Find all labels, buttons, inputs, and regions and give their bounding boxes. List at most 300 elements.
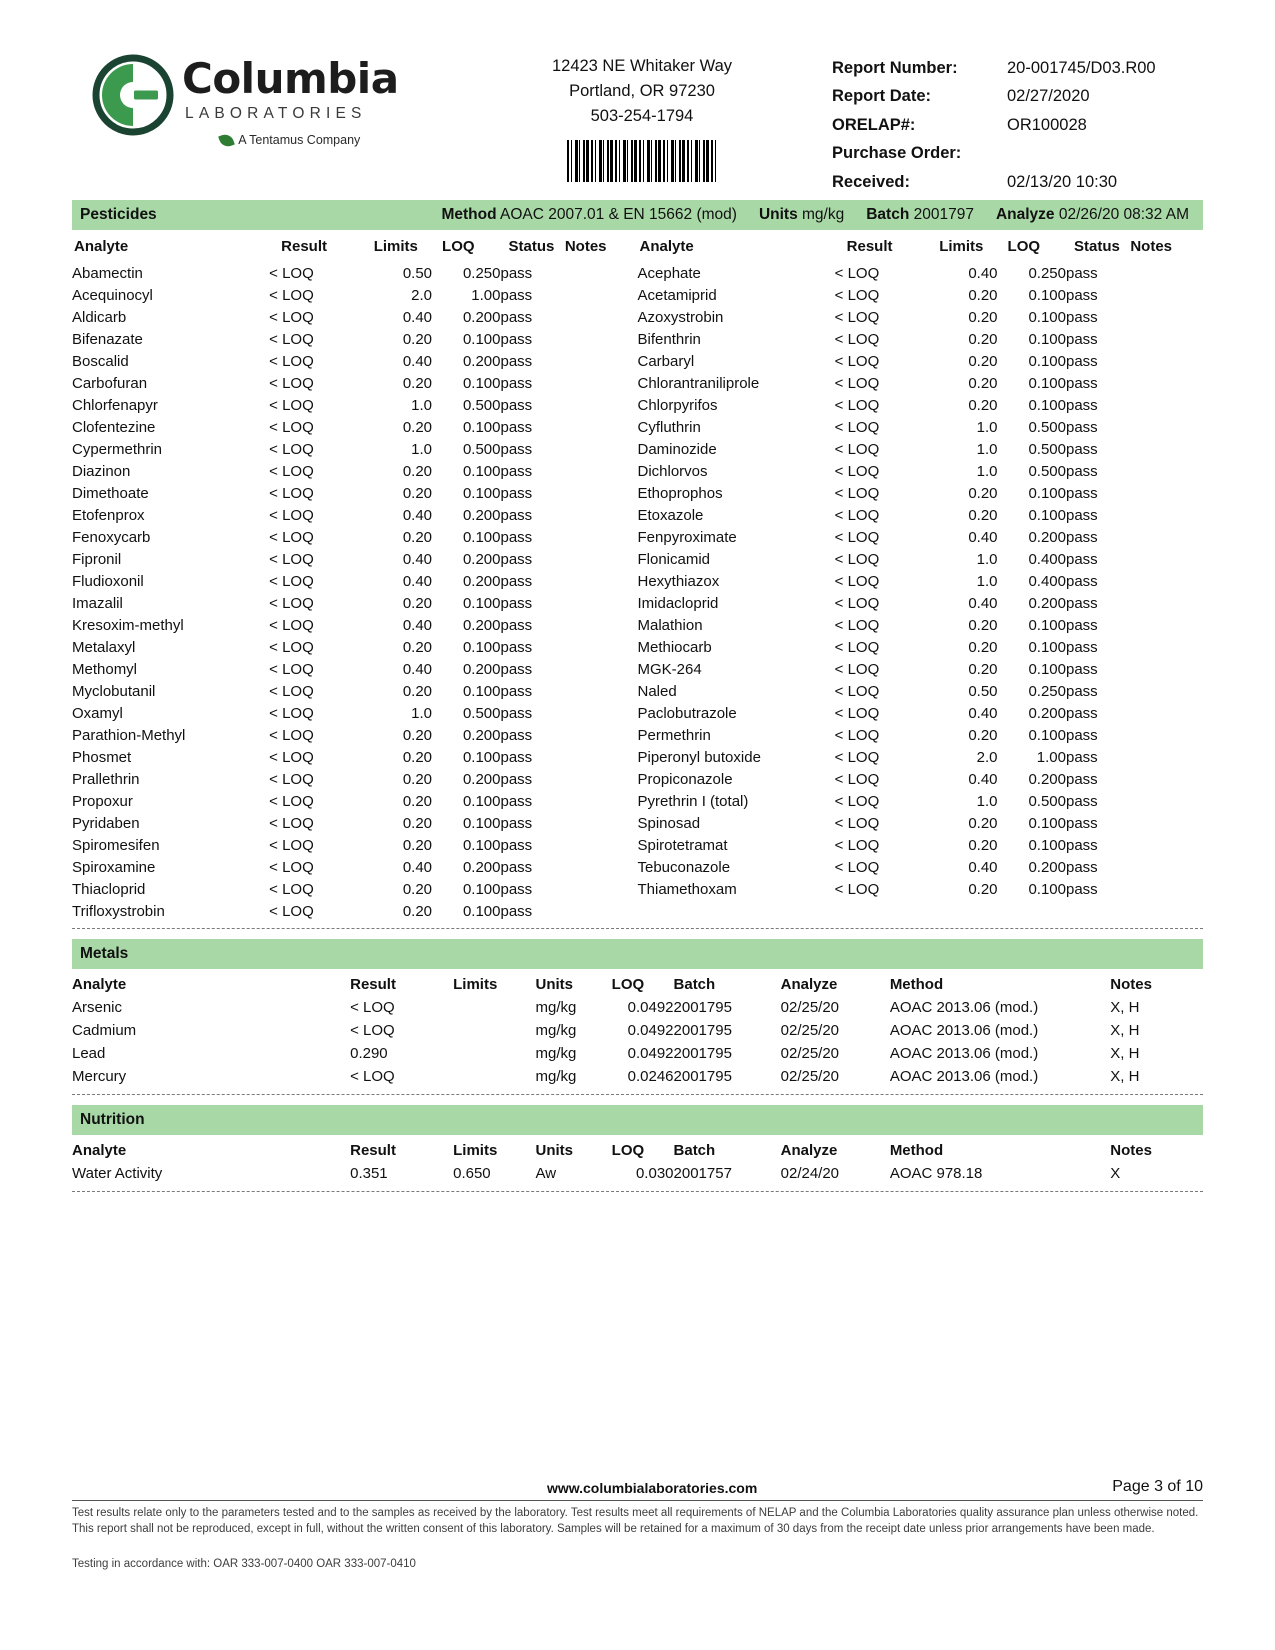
table-row (72, 1065, 1203, 1088)
table-row (638, 262, 1204, 284)
cell-result: < LOQ (834, 264, 880, 282)
cell-status: pass (500, 286, 533, 304)
cell-batch: 2001795 (673, 1068, 732, 1085)
table-row (72, 328, 638, 350)
cell-analyte: Methiocarb (637, 638, 712, 656)
table-row (72, 878, 638, 900)
cell-analyte: Spinosad (637, 814, 701, 832)
cell-notes (565, 460, 638, 482)
cell-limits: 0.50 (968, 682, 998, 700)
cell-notes (565, 834, 638, 856)
cell-analyze: 02/25/20 (780, 1045, 840, 1062)
cell-status: pass (1066, 770, 1098, 788)
cell-limits: 0.650 (453, 1165, 491, 1182)
cell-limits: 0.20 (402, 462, 433, 480)
cell-analyte: Dichlorvos (637, 462, 708, 480)
cell-loq: 0.100 (1028, 660, 1066, 678)
cell-analyte: Metalaxyl (72, 638, 136, 656)
cell-result: < LOQ (269, 594, 314, 612)
cell-status: pass (500, 902, 533, 920)
cell-loq: 0.500 (462, 396, 501, 414)
cell-analyte: Fenoxycarb (72, 528, 151, 546)
cell-limits: 1.0 (976, 440, 998, 458)
cell-analyte: Boscalid (72, 352, 129, 370)
cell-loq: 0.100 (462, 638, 501, 656)
table-row (638, 658, 1204, 680)
pesticides-section-meta (441, 206, 1195, 224)
cell-notes (1130, 834, 1203, 856)
cell-limits: 0.20 (968, 374, 998, 392)
purchase-order-label: Purchase Order: (832, 144, 962, 163)
cell-result: < LOQ (269, 858, 314, 876)
cell-status: pass (1066, 572, 1098, 590)
cell-notes (565, 262, 638, 284)
cell-limits: 0.20 (968, 506, 998, 524)
cell-status: pass (500, 484, 533, 502)
cell-loq: 0.0492 (627, 999, 674, 1016)
cell-limits: 1.0 (411, 704, 433, 722)
cell-limits: 2.0 (976, 748, 998, 766)
cell-notes (565, 878, 638, 900)
col-limits: Limits (373, 238, 418, 255)
cell-notes (1130, 878, 1203, 900)
col-analyze: Analyze (780, 976, 838, 993)
cell-notes (1130, 724, 1203, 746)
cell-method: AOAC 978.18 (889, 1165, 983, 1182)
cell-notes (1130, 372, 1203, 394)
cell-limits (453, 1065, 535, 1088)
cell-analyte: Chlorpyrifos (637, 396, 718, 414)
cell-analyte: Daminozide (637, 440, 717, 458)
cell-notes (1130, 812, 1203, 834)
cell-batch: 2001795 (673, 1045, 732, 1062)
cell-loq: 0.400 (1028, 572, 1066, 590)
cell-loq: 0.100 (1028, 506, 1066, 524)
cell-loq: 0.030 (635, 1165, 674, 1182)
col-units: Units (535, 976, 573, 993)
cell-result: < LOQ (269, 418, 314, 436)
cell-limits: 0.20 (968, 616, 998, 634)
table-row (638, 768, 1204, 790)
cell-result: < LOQ (269, 352, 314, 370)
barcode-image (567, 140, 717, 182)
cell-limits: 0.40 (968, 594, 998, 612)
table-row (638, 746, 1204, 768)
cell-limits: 0.20 (968, 814, 998, 832)
cell-limits: 0.40 (968, 264, 998, 282)
cell-status: pass (500, 660, 533, 678)
cell-status: pass (1066, 704, 1098, 722)
cell-status: pass (500, 638, 533, 656)
table-row (638, 790, 1204, 812)
cell-loq: 0.100 (462, 528, 501, 546)
cell-result: < LOQ (269, 638, 314, 656)
col-limits: Limits (453, 1142, 498, 1159)
cell-limits: 0.40 (402, 308, 433, 326)
table-row (638, 504, 1204, 526)
cell-loq: 0.200 (462, 506, 501, 524)
accordance-text: Testing in accordance with: OAR 333-007-0400 OAR 333-007-0410 (72, 1558, 416, 1570)
table-row (72, 592, 638, 614)
table-row (72, 350, 638, 372)
cell-result: < LOQ (834, 814, 880, 832)
cell-analyte: Paclobutrazole (637, 704, 737, 722)
cell-limits: 0.20 (402, 814, 433, 832)
cell-limits: 0.20 (402, 330, 433, 348)
report-date-label: Report Date: (832, 87, 932, 106)
table-row (72, 658, 638, 680)
cell-limits: 0.40 (402, 506, 433, 524)
cell-analyte: Hexythiazox (637, 572, 720, 590)
table-row (638, 614, 1204, 636)
cell-analyze: 02/25/20 (780, 999, 840, 1016)
company-subname: LABORATORIES (185, 105, 367, 122)
cell-status: pass (500, 352, 533, 370)
cell-analyte: Aldicarb (72, 308, 127, 326)
cell-limits: 0.20 (402, 880, 433, 898)
cell-notes (1130, 394, 1203, 416)
orelap-value: OR100028 (1007, 115, 1087, 134)
cell-loq: 0.200 (462, 616, 501, 634)
cell-notes (565, 636, 638, 658)
table-row (72, 438, 638, 460)
pesticides-batch (866, 206, 974, 224)
cell-loq: 0.100 (462, 484, 501, 502)
table-row (638, 350, 1204, 372)
table-row (72, 1162, 1203, 1185)
cell-analyte: Phosmet (72, 748, 132, 766)
cell-notes (1130, 680, 1203, 702)
cell-notes (1130, 592, 1203, 614)
cell-loq: 0.100 (462, 792, 501, 810)
cell-limits: 1.0 (411, 440, 433, 458)
cell-notes (1130, 306, 1203, 328)
table-row (638, 372, 1204, 394)
cell-result: < LOQ (269, 374, 314, 392)
cell-result: < LOQ (269, 308, 314, 326)
col-result: Result (350, 976, 396, 993)
cell-status: pass (500, 396, 533, 414)
table-row (72, 856, 638, 878)
cell-status: pass (500, 418, 533, 436)
cell-analyte: Tebuconazole (637, 858, 731, 876)
cell-limits: 0.20 (402, 638, 433, 656)
cell-loq: 0.100 (462, 330, 501, 348)
cell-analyte: Acequinocyl (72, 286, 153, 304)
col-loq: LOQ (1007, 238, 1041, 255)
cell-notes (1130, 350, 1203, 372)
cell-loq: 0.0246 (627, 1068, 674, 1085)
cell-result: < LOQ (834, 506, 880, 524)
cell-loq: 0.100 (1028, 814, 1066, 832)
report-number-label: Report Number: (832, 59, 958, 77)
cell-loq: 0.200 (462, 770, 501, 788)
cell-result: < LOQ (350, 1068, 395, 1085)
cell-analyte: Naled (637, 682, 677, 700)
table-row (72, 1019, 1203, 1042)
cell-loq: 0.250 (1028, 264, 1066, 282)
cell-analyte: Arsenic (72, 999, 123, 1016)
cell-status: pass (500, 462, 533, 480)
cell-notes (565, 350, 638, 372)
col-units: Units (535, 1142, 573, 1159)
report-number-value: 20-001745/D03.R00 (1007, 59, 1156, 77)
cell-limits: 0.20 (402, 528, 433, 546)
cell-analyte: Thiacloprid (72, 880, 146, 898)
table-row (638, 592, 1204, 614)
pesticides-section-header (72, 200, 1203, 230)
cell-notes (565, 570, 638, 592)
table-row (72, 1042, 1203, 1065)
cell-notes: X, H (1110, 999, 1140, 1016)
cell-loq: 0.100 (462, 594, 501, 612)
table-row (72, 306, 638, 328)
table-row (72, 812, 638, 834)
cell-status: pass (1066, 682, 1098, 700)
cell-loq: 0.100 (1028, 374, 1066, 392)
page-number: Page 3 of 10 (1112, 1477, 1203, 1495)
table-row (638, 724, 1204, 746)
pesticides-right-table (638, 236, 1204, 900)
cell-result: < LOQ (269, 572, 314, 590)
cell-analyte: Etofenprox (72, 506, 145, 524)
table-row (72, 996, 1203, 1019)
cell-status: pass (500, 726, 533, 744)
cell-status: pass (1066, 396, 1098, 414)
cell-notes (565, 768, 638, 790)
cell-result: < LOQ (269, 748, 314, 766)
cell-limits: 1.0 (976, 792, 998, 810)
lab-address (492, 52, 792, 182)
col-analyte: Analyte (74, 238, 129, 255)
section-divider (72, 1094, 1203, 1095)
cell-notes (1130, 504, 1203, 526)
cell-analyte: Carbaryl (637, 352, 695, 370)
cell-loq: 0.200 (1028, 770, 1066, 788)
table-row (72, 636, 638, 658)
cell-analyte: Propiconazole (637, 770, 733, 788)
cell-status: pass (1066, 858, 1098, 876)
cell-units: mg/kg (535, 999, 577, 1016)
cell-result: < LOQ (269, 836, 314, 854)
cell-result: < LOQ (350, 1022, 395, 1039)
cell-result: < LOQ (269, 880, 314, 898)
pesticides-analyze (996, 206, 1189, 224)
cell-limits: 0.40 (402, 858, 433, 876)
cell-status: pass (500, 528, 533, 546)
cell-loq: 0.200 (462, 550, 501, 568)
cell-status: pass (1066, 418, 1098, 436)
cell-loq: 0.100 (1028, 638, 1066, 656)
cell-result: < LOQ (834, 286, 880, 304)
cell-status: pass (1066, 550, 1098, 568)
pesticides-left-table (72, 236, 638, 922)
address-phone: 503-254-1794 (590, 106, 694, 125)
cell-limits: 0.20 (968, 836, 998, 854)
cell-status: pass (500, 264, 533, 282)
table-header-row (72, 236, 638, 262)
cell-result: < LOQ (834, 748, 880, 766)
cell-result: < LOQ (834, 726, 880, 744)
table-row (638, 460, 1204, 482)
col-batch: Batch (673, 976, 716, 993)
cell-notes (1130, 746, 1203, 768)
cell-notes (565, 790, 638, 812)
table-row (72, 262, 638, 284)
cell-notes: X (1110, 1165, 1121, 1182)
cell-limits: 0.20 (968, 308, 998, 326)
table-row (638, 284, 1204, 306)
meta-row (832, 111, 1203, 139)
cell-result: < LOQ (269, 286, 314, 304)
cell-analyte: Oxamyl (72, 704, 123, 722)
address-line-2: Portland, OR 97230 (569, 81, 715, 100)
cell-notes (565, 702, 638, 724)
cell-result: < LOQ (269, 726, 314, 744)
cell-analyte: Fenpyroximate (637, 528, 737, 546)
cell-status: pass (500, 506, 533, 524)
website-link[interactable]: www.columbialaboratories.com (546, 1479, 758, 1496)
cell-analyte: Pyrethrin I (total) (637, 792, 749, 810)
received-value: 02/13/20 10:30 (1007, 172, 1118, 191)
col-status: Status (1074, 238, 1120, 255)
cell-analyte: Propoxur (72, 792, 133, 810)
cell-status: pass (500, 792, 533, 810)
col-analyte: Analyte (72, 976, 127, 993)
received-label: Received: (832, 172, 910, 191)
pesticides-units-value: mg/kg (802, 206, 845, 223)
cell-result: < LOQ (269, 484, 314, 502)
pesticides-left-column (72, 236, 638, 922)
col-status: Status (508, 238, 555, 255)
cell-result: < LOQ (350, 999, 395, 1016)
col-notes: Notes (564, 238, 607, 255)
cell-loq: 0.200 (462, 858, 501, 876)
col-notes: Notes (1110, 976, 1152, 993)
cell-limits: 0.20 (968, 286, 998, 304)
leaf-icon (218, 132, 235, 149)
cell-limits: 0.20 (968, 726, 998, 744)
cell-analyte: Imazalil (72, 594, 123, 612)
cell-result: < LOQ (269, 264, 314, 282)
col-limits: Limits (453, 976, 498, 993)
table-row (638, 438, 1204, 460)
cell-analyte: Imidacloprid (637, 594, 719, 612)
cell-analyze: 02/25/20 (780, 1022, 840, 1039)
table-row (72, 416, 638, 438)
cell-status: pass (500, 880, 533, 898)
cell-notes (565, 394, 638, 416)
cell-status: pass (1066, 814, 1098, 832)
cell-loq: 0.200 (462, 308, 501, 326)
cell-status: pass (500, 550, 533, 568)
col-analyte: Analyte (72, 1142, 127, 1159)
table-row (72, 724, 638, 746)
cell-notes (1130, 328, 1203, 350)
cell-result: < LOQ (834, 660, 880, 678)
col-result: Result (846, 238, 893, 255)
cell-analyte: Chlorantraniliprole (637, 374, 760, 392)
cell-status: pass (500, 308, 533, 326)
table-row (72, 482, 638, 504)
table-header-row (72, 1139, 1203, 1162)
cell-status: pass (1066, 286, 1098, 304)
cell-limits: 0.20 (968, 638, 998, 656)
footer-top-row (72, 1478, 1203, 1500)
cell-result: < LOQ (269, 550, 314, 568)
cell-loq: 0.100 (462, 748, 501, 766)
cell-analyte: Spiroxamine (72, 858, 156, 876)
cell-analyte: Cyfluthrin (637, 418, 701, 436)
col-limits: Limits (939, 238, 984, 255)
pesticides-units-label: Units (758, 206, 798, 223)
cell-notes (565, 680, 638, 702)
cell-status: pass (500, 836, 533, 854)
cell-status: pass (1066, 660, 1098, 678)
col-method: Method (889, 1142, 944, 1159)
cell-result: < LOQ (269, 792, 314, 810)
cell-limits: 0.20 (968, 484, 998, 502)
cell-batch: 2001795 (673, 1022, 732, 1039)
table-row (72, 680, 638, 702)
address-line-1: 12423 NE Whitaker Way (551, 57, 733, 75)
table-header-row (72, 973, 1203, 996)
cell-analyte: Chlorfenapyr (72, 396, 158, 414)
cell-units: mg/kg (535, 1045, 577, 1062)
table-row (638, 526, 1204, 548)
cell-notes (565, 526, 638, 548)
cell-result: < LOQ (269, 902, 314, 920)
nutrition-table (72, 1139, 1203, 1185)
cell-status: pass (500, 858, 533, 876)
cell-analyte: Mercury (72, 1068, 127, 1085)
cell-status: pass (1066, 792, 1098, 810)
cell-analyte: Clofentezine (72, 418, 156, 436)
cell-limits: 1.0 (411, 396, 433, 414)
cell-analyte: Etoxazole (637, 506, 704, 524)
table-row (72, 746, 638, 768)
meta-row (832, 54, 1203, 82)
cell-result: < LOQ (834, 308, 880, 326)
cell-notes (565, 900, 638, 922)
cell-status: pass (1066, 726, 1098, 744)
cell-result: < LOQ (834, 396, 880, 414)
cell-result: < LOQ (269, 770, 314, 788)
table-row (638, 702, 1204, 724)
cell-notes (1130, 482, 1203, 504)
cell-notes (1130, 416, 1203, 438)
cell-loq: 0.100 (1028, 484, 1066, 502)
table-row (638, 416, 1204, 438)
report-footer (72, 1478, 1203, 1570)
cell-loq: 0.500 (462, 440, 501, 458)
cell-analyte: Cypermethrin (72, 440, 163, 458)
cell-status: pass (500, 748, 533, 766)
cell-result: < LOQ (269, 330, 314, 348)
cell-notes (1130, 702, 1203, 724)
cell-status: pass (1066, 880, 1098, 898)
tentamus-line (182, 133, 399, 147)
cell-loq: 0.500 (462, 704, 501, 722)
cell-analyte: Acetamiprid (637, 286, 717, 304)
cell-limits: 0.20 (402, 902, 433, 920)
cell-result: 0.290 (350, 1045, 388, 1062)
cell-loq: 0.500 (1028, 440, 1066, 458)
cell-analyte: Thiamethoxam (637, 880, 737, 898)
table-row (638, 306, 1204, 328)
cell-result: < LOQ (834, 858, 880, 876)
cell-limits: 0.40 (968, 858, 998, 876)
